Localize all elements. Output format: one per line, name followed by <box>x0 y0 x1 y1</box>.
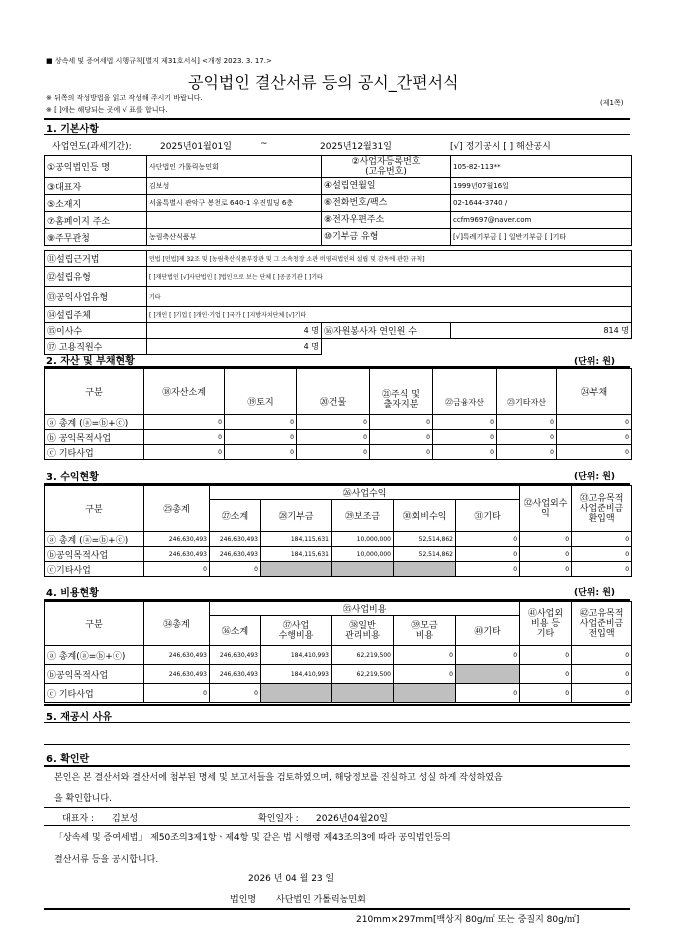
expense-cell: 0 <box>572 646 632 665</box>
expense-col-gen: ㊳일반 관리비용 <box>332 616 394 646</box>
expense-col-reserve: ㊷고유목적 사업준비금 전입액 <box>572 602 632 646</box>
revenue-cell: 10,000,000 <box>332 532 394 547</box>
revenue-col-don: ㉘기부금 <box>261 500 332 532</box>
basic-value: 농림축산식품부 <box>147 229 322 246</box>
revenue-col-nonbiz: ㉜사업외수익 <box>520 486 572 532</box>
revenue-col-group: ㉖사업수익 <box>210 486 520 500</box>
assets-cell: 0 <box>557 445 632 460</box>
basic-label: ④설립연월일 <box>322 178 451 195</box>
assets-cell: 0 <box>144 445 225 460</box>
revenue-row-label: ⓑ공익목적사업 <box>45 547 144 562</box>
expense-cell: 0 <box>572 665 632 684</box>
expense-col-sub: ㊱소계 <box>210 616 261 646</box>
assets-row-label: ⓑ 공익목적사업 <box>45 430 144 445</box>
expense-col-group: ㉟사업비용 <box>210 602 520 616</box>
basic-value: 김보성 <box>147 178 322 195</box>
assets-cell: 0 <box>225 415 297 430</box>
revenue-col-reserve: ㉝고유목적 사업준비금 환입액 <box>572 486 632 532</box>
assets-col-stock: ㉑주식 및 출자지분 <box>370 369 433 415</box>
assets-col-div: 구분 <box>45 369 144 415</box>
org-label: 법인명 <box>230 895 257 905</box>
org-name: 사단법인 가톨릭농민회 <box>276 895 366 905</box>
basic-label: ⑥전화번호/팩스 <box>322 195 451 212</box>
expense-cell: 184,410,993 <box>261 646 332 665</box>
expense-cell: 0 <box>520 665 572 684</box>
revenue-cell <box>332 562 394 577</box>
section-republic-title: 5. 재공시 사유 <box>46 712 113 723</box>
basic-label: ②사업자등록번호 (고유번호) <box>322 156 451 178</box>
revenue-col-total: ㉕총계 <box>144 486 210 532</box>
expense-cell: 62,219,500 <box>332 646 394 665</box>
assets-cell: 0 <box>433 430 497 445</box>
assets-col-debt: ㉔부채 <box>557 369 632 415</box>
expense-col-div: 구분 <box>45 602 144 646</box>
assets-unit: (단위: 원) <box>574 357 616 367</box>
note-instructions: ※ 뒤쪽의 작성방법을 읽고 작성해 주시기 바랍니다. <box>46 94 203 102</box>
assets-cell: 0 <box>144 415 225 430</box>
revenue-cell: 246,630,493 <box>144 532 210 547</box>
expense-cell: 0 <box>520 684 572 703</box>
disclosure-type: [√] 정기공시 [ ] 해산공시 <box>450 142 551 152</box>
revenue-table <box>44 485 632 577</box>
revenue-cell: 0 <box>572 562 632 577</box>
revenue-cell: 0 <box>572 532 632 547</box>
revenue-cell: 0 <box>456 547 520 562</box>
assets-cell: 0 <box>370 415 433 430</box>
basic-value: 1999년07월16일 <box>451 178 632 195</box>
type-label: ⑫설립유형 <box>45 267 147 287</box>
expense-cell: 246,630,493 <box>144 646 210 665</box>
basic-value: [√]특례기부금 [ ] 일반기부금 [ ]기타 <box>451 229 632 246</box>
expense-cell <box>261 684 332 703</box>
revenue-row-label: ⓐ 총계 (ⓐ=ⓑ+ⓒ) <box>45 532 144 547</box>
confirm-date-value: 2026년04월20일 <box>316 814 388 824</box>
section-confirm-title: 6. 확인란 <box>46 754 90 765</box>
note-checkbox: ※ [ ]에는 해당되는 곳에 √ 표를 합니다. <box>46 106 168 114</box>
section-expense-title: 4. 비용현황 <box>46 588 99 599</box>
confirm-statement-2: 을 확인합니다. <box>54 794 112 804</box>
fiscal-end: 2025년12월31일 <box>320 142 392 152</box>
basic-label: ⑩기부금 유형 <box>322 229 451 246</box>
assets-cell: 0 <box>433 415 497 430</box>
biz-type-value: 기타 <box>147 287 632 307</box>
basis-value: 민법 [민법]제 32조 및 [농림축산식품부장관 및 그 소속청장 소관 비영리법인의 설립 및 감독에 관한 규칙] <box>147 251 632 267</box>
revenue-col-sub2: ㉙보조금 <box>332 500 394 532</box>
directors-label: ⑮이사수 <box>45 323 147 339</box>
expense-cell: 0 <box>210 684 261 703</box>
revenue-col-mem: ㉚회비수익 <box>394 500 456 532</box>
assets-cell: 0 <box>297 430 370 445</box>
expense-cell: 0 <box>144 684 210 703</box>
revenue-cell: 0 <box>520 547 572 562</box>
page-title: 공익법인 결산서류 등의 공시_간편서식 <box>188 73 459 92</box>
revenue-cell: 52,514,862 <box>394 547 456 562</box>
revenue-cell: 246,630,493 <box>210 532 261 547</box>
revenue-cell: 246,630,493 <box>144 547 210 562</box>
expense-cell: 62,219,500 <box>332 665 394 684</box>
expense-cell: 0 <box>394 665 456 684</box>
expense-col-nonbiz: ㊶사업외 비용 등 기타 <box>520 602 572 646</box>
assets-cell: 0 <box>433 445 497 460</box>
directors-value: 4 명 <box>147 323 322 339</box>
basic-value: 사단법인 가톨릭농민회 <box>147 156 322 178</box>
assets-cell: 0 <box>497 430 557 445</box>
basic-label: ⑧전자우편주소 <box>322 212 451 229</box>
revenue-cell: 0 <box>520 562 572 577</box>
assets-col-bldg: ⑳건물 <box>297 369 370 415</box>
basic-value: 서울특별시 관악구 봉천로 640-1 우진빌딩 6층 <box>147 195 322 212</box>
expense-cell <box>394 684 456 703</box>
assets-cell: 0 <box>557 430 632 445</box>
basic-label: ⑤소재지 <box>45 195 147 212</box>
expense-unit: (단위: 원) <box>574 588 616 598</box>
section-revenue-title: 3. 수익현황 <box>46 472 99 483</box>
revenue-cell: 10,000,000 <box>332 547 394 562</box>
revenue-row-label: ⓒ기타사업 <box>45 562 144 577</box>
paper-spec: 210mm×297mm[백상지 80g/㎡ 또는 중질지 80g/㎡] <box>356 915 580 925</box>
expense-col-etc: ㊵기타 <box>456 616 520 646</box>
assets-cell: 0 <box>297 445 370 460</box>
law-text-2: 결산서류 등을 공시합니다. <box>54 855 159 865</box>
revenue-cell: 0 <box>456 532 520 547</box>
expense-cell: 0 <box>572 684 632 703</box>
fiscal-dash: ~ <box>260 139 268 149</box>
fiscal-label: 사업연도(과세기간): <box>52 142 132 152</box>
assets-col-fin: ㉒금융자산 <box>433 369 497 415</box>
assets-cell: 0 <box>497 415 557 430</box>
basic-info-table <box>44 155 632 246</box>
expense-row-label: ⓐ 총계(ⓐ=ⓑ+ⓒ) <box>45 646 144 665</box>
assets-cell: 0 <box>297 415 370 430</box>
volunteers-value: 814 명 <box>451 323 632 339</box>
sign-date: 2026 년 04 월 23 일 <box>248 874 335 884</box>
assets-cell: 0 <box>557 415 632 430</box>
expense-cell: 0 <box>394 646 456 665</box>
section-basic-title: 1. 기본사항 <box>46 124 99 135</box>
revenue-cell <box>394 562 456 577</box>
basic-value: ccfm9697@naver.com <box>451 212 632 229</box>
basic-value: 02-1644-3740 / <box>451 195 632 212</box>
assets-row-label: ⓐ 총계 (ⓐ=ⓑ+ⓒ) <box>45 415 144 430</box>
revenue-cell: 0 <box>572 547 632 562</box>
expense-col-total: ㉞총계 <box>144 602 210 646</box>
revenue-cell: 52,514,862 <box>394 532 456 547</box>
revenue-col-div: 구분 <box>45 486 144 532</box>
expense-cell <box>456 665 520 684</box>
revenue-cell: 184,115,631 <box>261 547 332 562</box>
expense-row-label: ⓒ 기타사업 <box>45 684 144 703</box>
rep-name: 김보성 <box>112 814 139 824</box>
basic-label: ③대표자 <box>45 178 147 195</box>
founder-value: [ ]개인 [ ]기업 [ ]개인·기업 [ ]국가 [ ]지방자치단체 [√]기타 <box>147 307 632 323</box>
expense-cell: 0 <box>456 684 520 703</box>
basis-label: ⑪설립근거법 <box>45 251 147 267</box>
employees-value: 4 명 <box>147 339 322 355</box>
assets-cell: 0 <box>370 445 433 460</box>
section-assets-title: 2. 자산 및 부채현황 <box>46 356 135 367</box>
expense-col-fund: ㊴모금 비용 <box>394 616 456 646</box>
assets-cell: 0 <box>497 445 557 460</box>
basic-label: ⑦홈페이지 주소 <box>45 212 147 229</box>
expense-cell: 0 <box>520 646 572 665</box>
confirm-statement-1: 본인은 본 결산서와 결산서에 첨부된 명세 및 보고서들을 검토하였으며, 해당정보를 진실하고 성실 하게 작성하였음 <box>54 773 503 783</box>
volunteers-label: ⑯자원봉사자 연인원 수 <box>322 323 451 339</box>
revenue-col-sub: ㉗소계 <box>210 500 261 532</box>
expense-cell: 246,630,493 <box>144 665 210 684</box>
rep-label: 대표자 : <box>62 814 94 824</box>
expense-cell <box>332 684 394 703</box>
fiscal-start: 2025년01월01일 <box>160 142 232 152</box>
revenue-cell: 184,115,631 <box>261 532 332 547</box>
biz-type-label: ⑬공익사업유형 <box>45 287 147 307</box>
confirm-date-label: 확인일자 : <box>258 814 299 824</box>
basic-detail-table <box>44 250 632 355</box>
assets-cell: 0 <box>225 445 297 460</box>
expense-cell: 184,410,993 <box>261 665 332 684</box>
revenue-cell <box>261 562 332 577</box>
revenue-cell: 0 <box>210 562 261 577</box>
expense-cell: 246,630,493 <box>210 646 261 665</box>
founder-label: ⑭설립주체 <box>45 307 147 323</box>
assets-col-other: ㉓기타자산 <box>497 369 557 415</box>
basic-label: ⑨주무관청 <box>45 229 147 246</box>
revenue-unit: (단위: 원) <box>574 472 616 482</box>
revenue-cell: 246,630,493 <box>210 547 261 562</box>
assets-cell: 0 <box>144 430 225 445</box>
expense-col-biz: ㊲사업 수행비용 <box>261 616 332 646</box>
revenue-cell: 0 <box>520 532 572 547</box>
revenue-col-etc: ㉛기타 <box>456 500 520 532</box>
assets-col-total: ⑱자산소계 <box>144 369 225 415</box>
assets-cell: 0 <box>225 430 297 445</box>
expense-table <box>44 601 632 703</box>
law-text-1: 「상속세 및 증여세법」 제50조의3제1항ㆍ제4항 및 같은 법 시행령 제43조의3에 따라 공익법인등의 <box>54 833 451 843</box>
expense-row-label: ⓑ공익목적사업 <box>45 665 144 684</box>
assets-row-label: ⓒ 기타사업 <box>45 445 144 460</box>
assets-cell: 0 <box>370 430 433 445</box>
assets-col-land: ⑲토지 <box>225 369 297 415</box>
type-value: [ ]재단법인 [√]사단법인 [ ]법인으로 보는 단체 [ ]공공기관 [ ]기타 <box>147 267 632 287</box>
basic-value <box>147 212 322 229</box>
expense-cell: 0 <box>456 646 520 665</box>
revenue-cell: 0 <box>456 562 520 577</box>
assets-table <box>44 368 632 460</box>
regulation-text: ■ 상속세 및 증여세법 시행규칙[별지 제31호서식] <개정 2023. 3. 17.> <box>46 57 272 65</box>
basic-value: 105-82-113** <box>451 156 632 178</box>
expense-cell: 246,630,493 <box>210 665 261 684</box>
basic-label: ①공익법인등 명 <box>45 156 147 178</box>
employees-label: ⑰ 고용직원수 <box>45 339 147 355</box>
page-label: (제1쪽) <box>600 99 624 107</box>
revenue-cell: 0 <box>144 562 210 577</box>
